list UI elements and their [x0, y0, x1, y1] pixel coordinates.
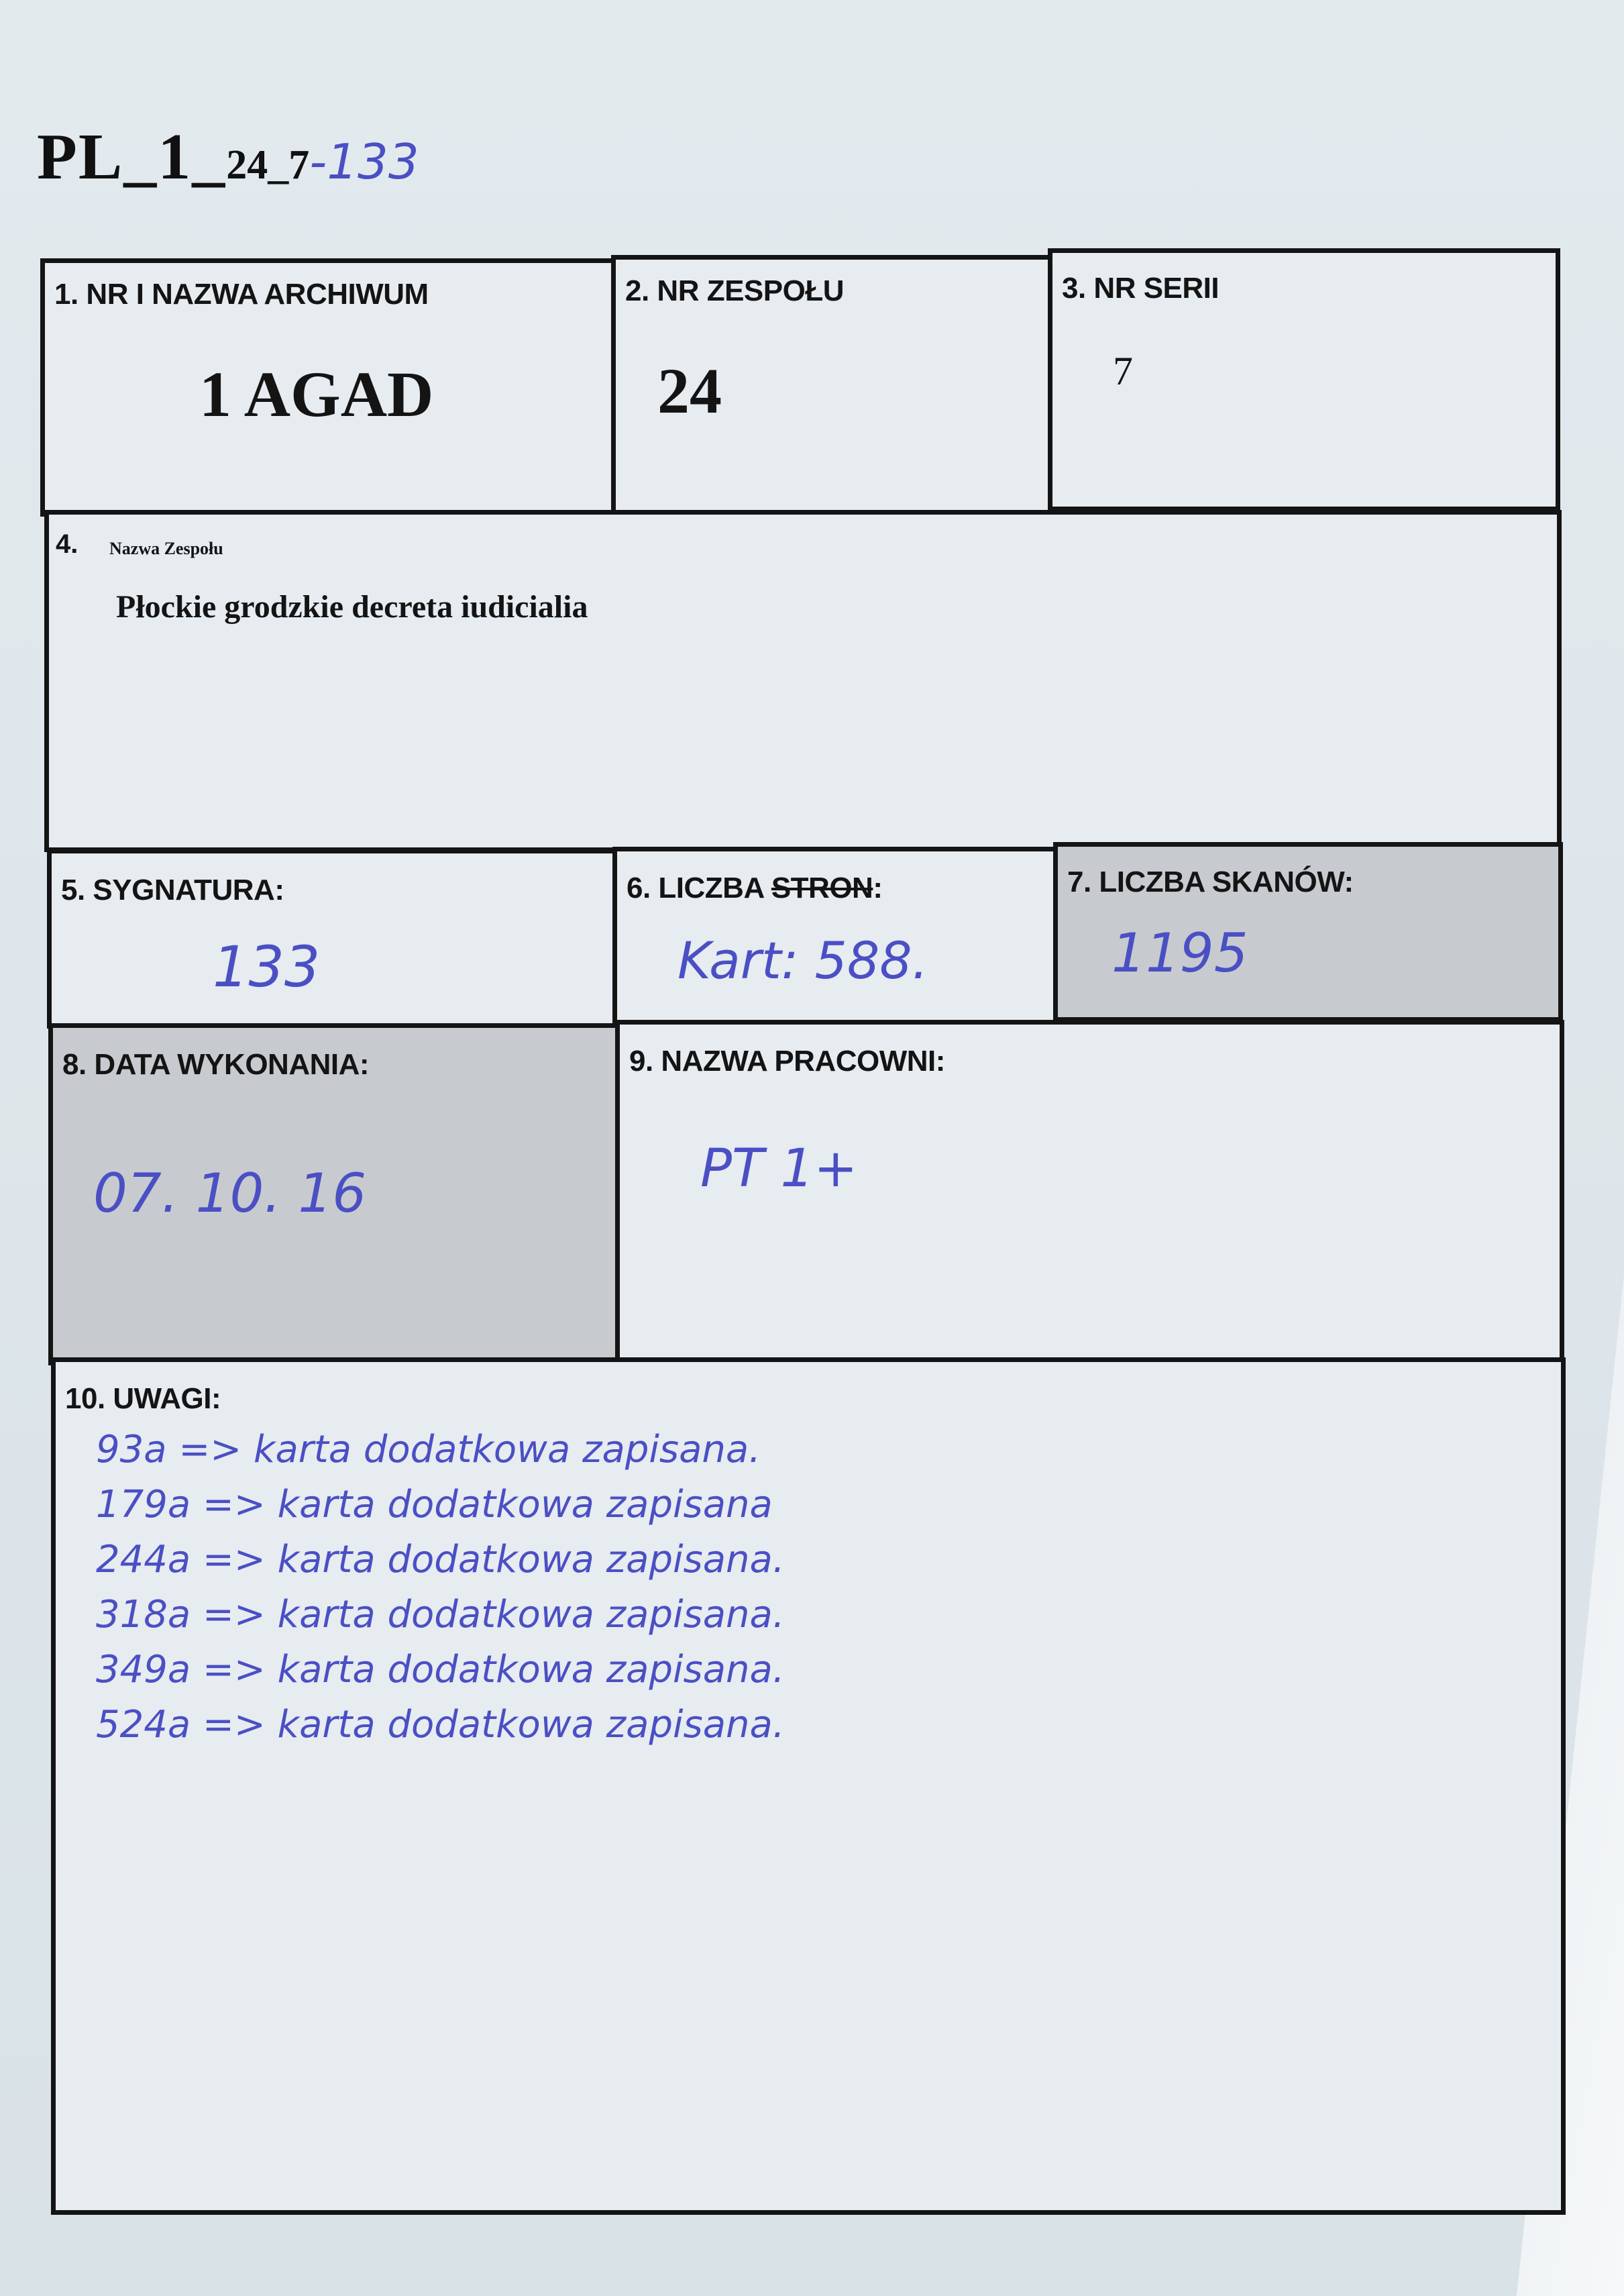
fond-number-value: 24 — [657, 355, 722, 427]
code-series: 7 — [288, 142, 310, 188]
workshop-cell — [615, 1020, 1564, 1362]
signature-cell — [47, 849, 617, 1029]
code-prefix: PL_1_ — [37, 121, 227, 193]
scan-count-label: 7. LICZBA SKANÓW: — [1067, 866, 1354, 898]
signature-value: 133 — [213, 934, 321, 1000]
remarks-line: 244a => karta dodatkowa zapisana. — [96, 1538, 785, 1581]
remarks-line: 318a => karta dodatkowa zapisana. — [96, 1593, 785, 1636]
archive-cell — [40, 258, 616, 517]
code-fond: 24_ — [226, 142, 289, 188]
series-number-label: 3. NR SERII — [1062, 272, 1220, 305]
remarks-notes — [96, 1422, 785, 1753]
fond-name-label: Nazwa Zespołu — [109, 539, 223, 558]
page-count-label-prefix: 6. LICZBA — [627, 872, 771, 904]
page-count-cell — [612, 847, 1058, 1027]
page-count-value: Kart: 588. — [678, 931, 928, 990]
workshop-value: PT 1+ — [700, 1139, 858, 1199]
page-count-label — [627, 872, 882, 905]
fond-name-value: Płockie grodzkie decreta iudicialia — [116, 589, 588, 625]
fond-number-cell — [611, 255, 1052, 517]
archive-label: 1. NR I NAZWA ARCHIWUM — [54, 278, 429, 311]
series-number-cell — [1048, 248, 1560, 511]
remarks-line: 179a => karta dodatkowa zapisana — [96, 1483, 773, 1526]
scan-count-cell — [1053, 842, 1563, 1022]
remarks-cell — [51, 1357, 1566, 2215]
page-count-label-struck: STRON — [771, 872, 873, 904]
fond-name-number: 4. — [56, 529, 78, 559]
fond-name-cell — [44, 510, 1562, 852]
remarks-label: 10. UWAGI: — [65, 1382, 221, 1415]
date-label: 8. DATA WYKONANIA: — [62, 1048, 370, 1081]
remarks-line: 349a => karta dodatkowa zapisana. — [96, 1648, 785, 1691]
page-count-label-suffix: : — [873, 872, 883, 904]
document-code — [37, 119, 419, 195]
remarks-line: 524a => karta dodatkowa zapisana. — [96, 1703, 785, 1746]
date-value: 07. 10. 16 — [93, 1162, 367, 1224]
archive-value: 1 AGAD — [199, 358, 434, 430]
scan-count-value: 1195 — [1112, 922, 1248, 984]
code-signature: -133 — [309, 134, 419, 190]
remarks-line: 93a => karta dodatkowa zapisana. — [96, 1428, 761, 1471]
workshop-label: 9. NAZWA PRACOWNI: — [629, 1045, 945, 1078]
signature-label: 5. SYGNATURA: — [61, 874, 284, 906]
date-cell — [48, 1023, 620, 1365]
series-number-value: 7 — [1113, 349, 1133, 393]
fond-number-label: 2. NR ZESPOŁU — [625, 274, 844, 307]
